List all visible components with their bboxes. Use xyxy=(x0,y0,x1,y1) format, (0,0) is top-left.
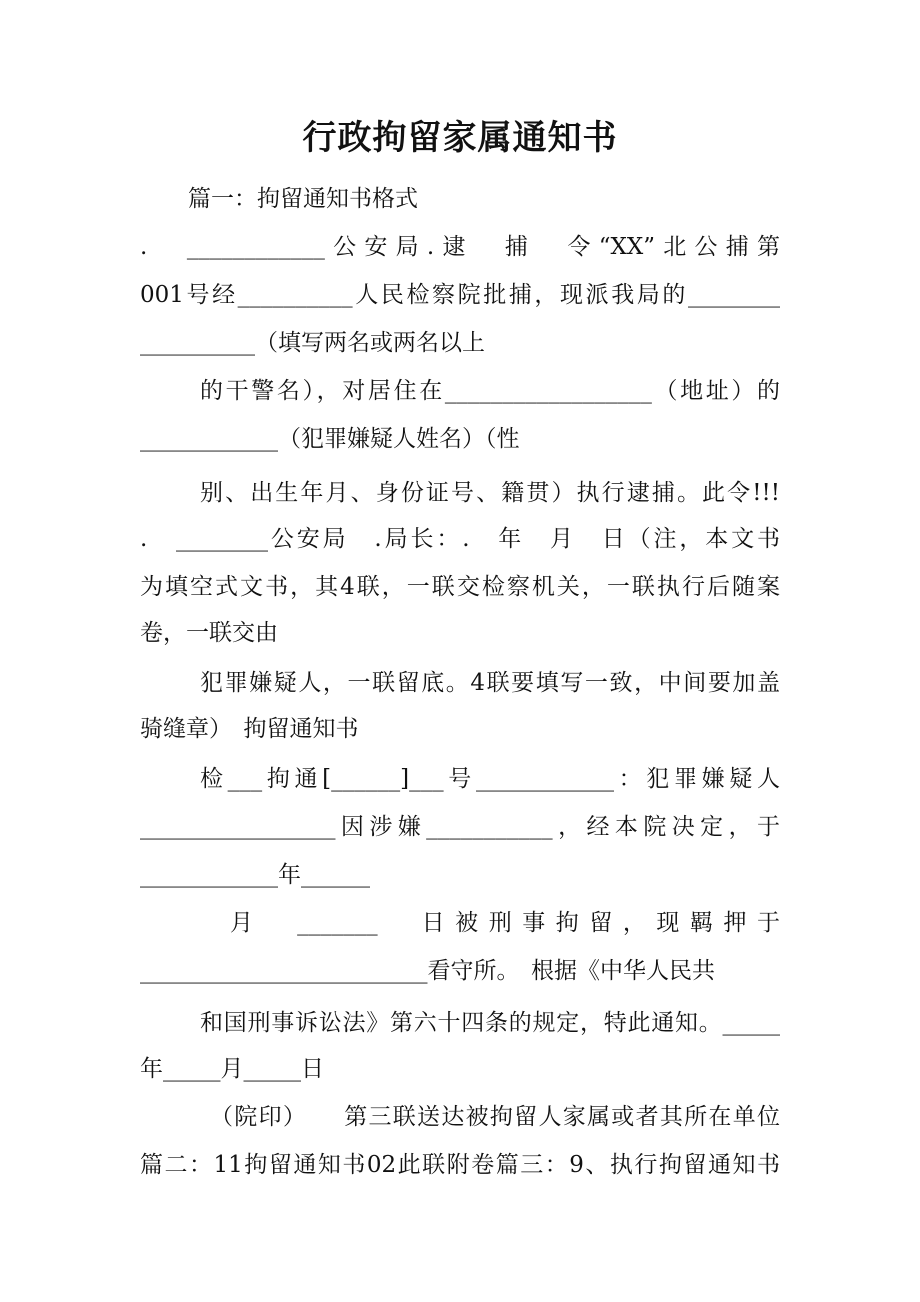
text-line: 篇二：11拘留通知书02此联附卷篇三：9、执行拘留通知书 xyxy=(140,1152,780,1178)
text-line: 卷，一联交由 xyxy=(140,620,278,646)
section-heading: 篇一：拘留通知书格式 xyxy=(188,186,418,212)
text-line: ____________年______ xyxy=(140,862,370,888)
text-line: . ________公安局 .局长：. 年 月 日（注，本文书 xyxy=(140,526,780,552)
text-line: 别、出生年月、身份证号、籍贯）执行逮捕。此令!!! xyxy=(200,480,780,506)
text-line: _________________因涉嫌___________，经本院决定，于 xyxy=(140,814,780,840)
text-line: 001号经__________人民检察院批捕，现派我局的________ xyxy=(140,282,780,308)
text-line: . ____________公安局.逮 捕 令“XX”北公捕第 xyxy=(140,234,780,260)
text-line: 检___拘通[______]___号____________：犯罪嫌疑人 xyxy=(200,766,780,792)
text-line: __________（填写两名或两名以上 xyxy=(140,330,485,356)
text-line: _________________________看守所。 根据《中华人民共 xyxy=(140,958,715,984)
text-line: 犯罪嫌疑人，一联留底。4联要填写一致，中间要加盖 xyxy=(200,670,780,696)
text-line: 月 _______ 日被刑事拘留，现羁押于 xyxy=(230,910,780,936)
text-line: 和国刑事诉讼法》第六十四条的规定，特此通知。_____ xyxy=(200,1010,780,1036)
document-title: 行政拘留家属通知书 xyxy=(302,118,618,158)
text-line: ____________（犯罪嫌疑人姓名）（性 xyxy=(140,426,520,452)
text-line: 为填空式文书，其4联，一联交检察机关，一联执行后随案 xyxy=(140,574,780,600)
text-line: 年_____月_____日 xyxy=(140,1056,324,1082)
text-line: 的干警名），对居住在__________________（地址）的 xyxy=(200,378,780,404)
text-line: （院印） 第三联送达被拘留人家属或者其所在单位 xyxy=(210,1104,780,1130)
text-line: 骑缝章） 拘留通知书 xyxy=(140,716,359,742)
